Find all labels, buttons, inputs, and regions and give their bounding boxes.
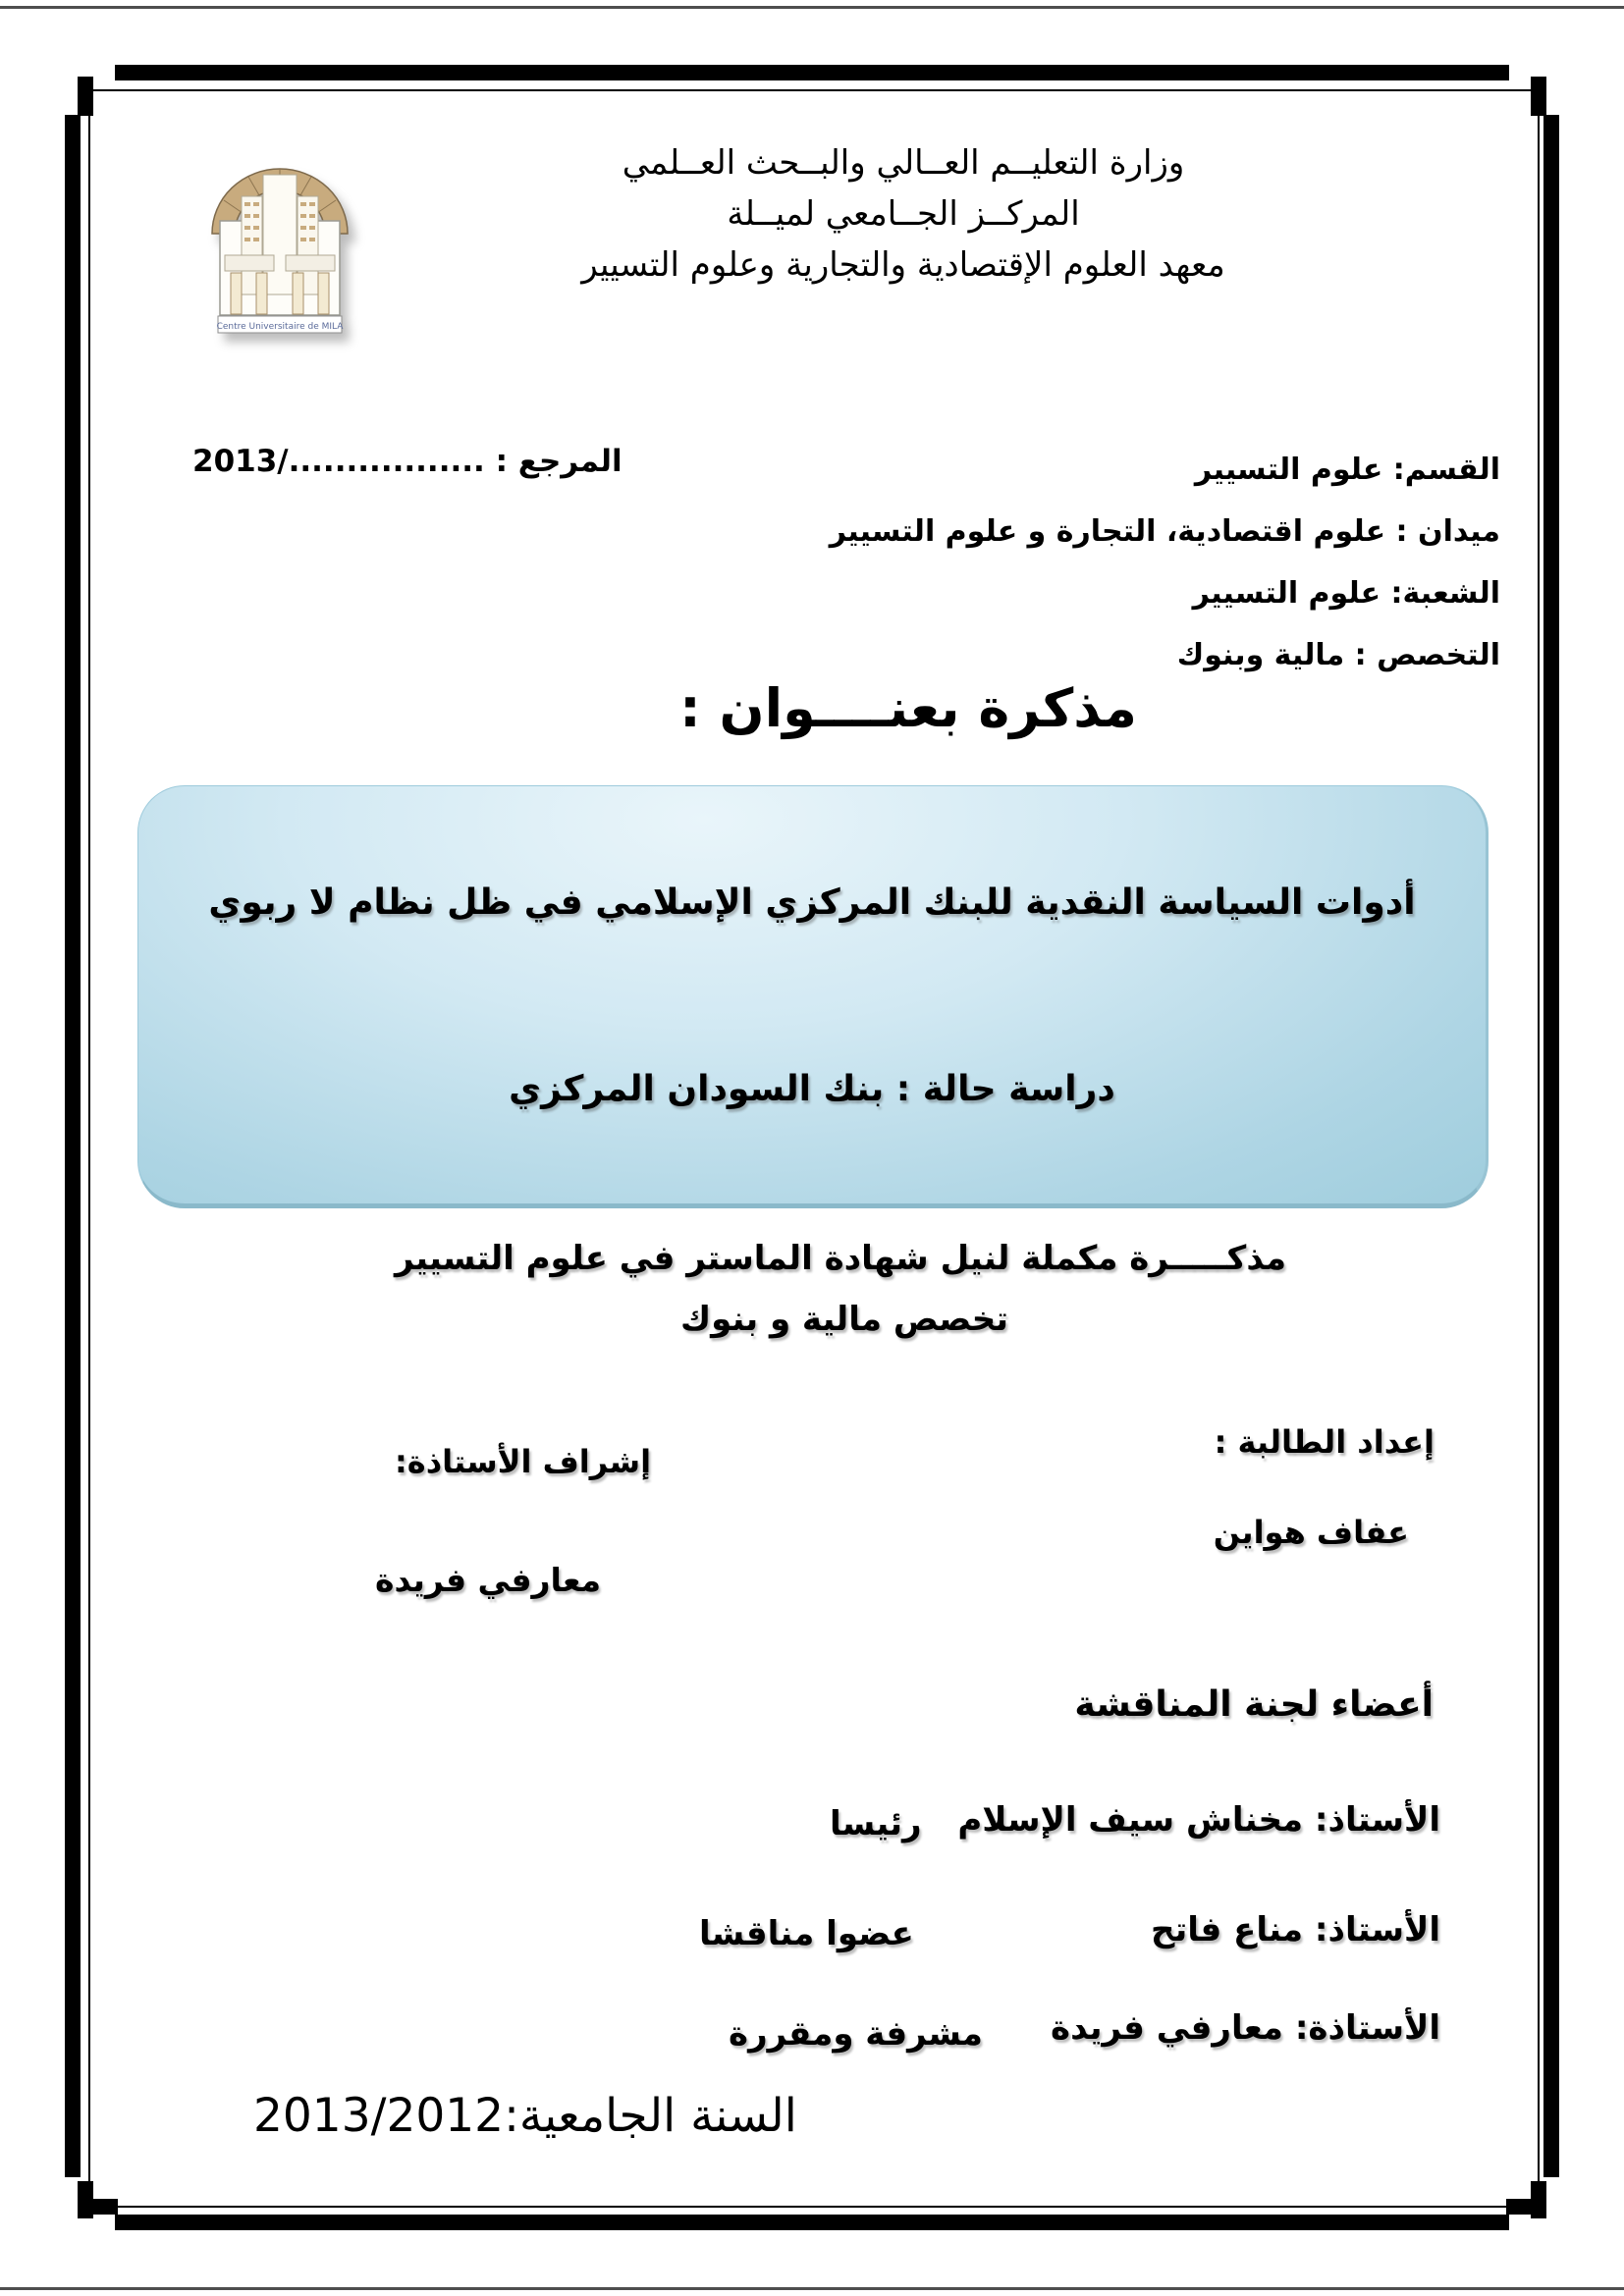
thesis-title: أدوات السياسة النقدية للبنك المركزي الإسلامي في ظل نظام لا ربوي xyxy=(208,882,1416,923)
university-center-line: المركــز الجــامعي لميــلة xyxy=(727,194,1080,234)
supervisor-label: إشراف الأستاذة: xyxy=(395,1443,652,1480)
logo-left-pedestal xyxy=(225,255,274,271)
committee-member-3-role: مشرفة ومقررة xyxy=(729,2014,983,2054)
page-border-corner-step-tl xyxy=(78,77,93,116)
academic-year: السنة الجامعية:2013/2012 xyxy=(253,2089,797,2143)
logo-center-tower xyxy=(263,175,297,294)
ministry-header xyxy=(581,137,1224,291)
page-border-corner-step-bl xyxy=(78,2181,93,2218)
degree-specialty: تخصص مالية و بنوك xyxy=(679,1300,1009,1339)
page-border-top-bar xyxy=(115,65,1509,80)
department-line: القسم: علوم التسيير xyxy=(1194,453,1500,487)
field-line: ميدان : علوم اقتصادية، التجارة و علوم التسيير xyxy=(829,514,1500,549)
degree-statement: مذكـــــرة مكملة لنيل شهادة الماستر في علوم التسيير xyxy=(394,1239,1287,1278)
student-name: عفاف هواين xyxy=(1213,1514,1409,1551)
page-border-corner-step-tr xyxy=(1531,77,1546,116)
committee-member-2-name: الأستاذ: مناع فاتح xyxy=(1151,1910,1440,1949)
institute-line: معهد العلوم الإقتصادية والتجارية وعلوم التسيير xyxy=(581,245,1225,285)
department-info xyxy=(830,439,1500,686)
committee-heading: أعضاء لجنة المناقشة xyxy=(1074,1684,1434,1725)
logo-caption-text: Centre Universitaire de MILA xyxy=(216,322,344,332)
page-border-left-bar xyxy=(65,115,81,2177)
supervisor-name: معارفي فريدة xyxy=(375,1561,602,1599)
thesis-title-box xyxy=(137,785,1489,1208)
branch-line: الشعبة: علوم التسيير xyxy=(1192,576,1500,611)
specialty-line: التخصص : مالية وبنوك xyxy=(1176,638,1500,672)
page-border-corner-step-br xyxy=(1531,2181,1546,2218)
page-top-edge-line xyxy=(0,6,1624,9)
case-study-subtitle: دراسة حالة : بنك السودان المركزي xyxy=(509,1069,1115,1109)
page-border-right-bar xyxy=(1543,115,1559,2177)
page-border-corner-step-br2 xyxy=(1506,2199,1532,2215)
page-bottom-edge-line xyxy=(0,2287,1624,2290)
committee-member-3-name: الأستاذة: معارفي فريدة xyxy=(1051,2008,1440,2048)
committee-member-2-role: عضوا مناقشا xyxy=(699,1914,914,1953)
logo-right-pedestal xyxy=(286,255,335,271)
committee-member-1-name: الأستاذ: مخناش سيف الإسلام xyxy=(957,1800,1440,1840)
reference-line: المرجع : ................./2013 xyxy=(192,444,623,479)
page-border-bottom-bar xyxy=(115,2215,1509,2230)
ministry-line: وزارة التعليــم العــالي والبــحث العــلمي xyxy=(622,143,1185,183)
memo-heading: مذكرة بعنــــوان : xyxy=(679,677,1137,739)
page-border-corner-step-bl2 xyxy=(92,2199,118,2215)
committee-member-1-role: رئيسا xyxy=(830,1804,922,1843)
university-logo xyxy=(191,139,368,336)
student-label: إعداد الطالبة : xyxy=(1214,1423,1435,1461)
